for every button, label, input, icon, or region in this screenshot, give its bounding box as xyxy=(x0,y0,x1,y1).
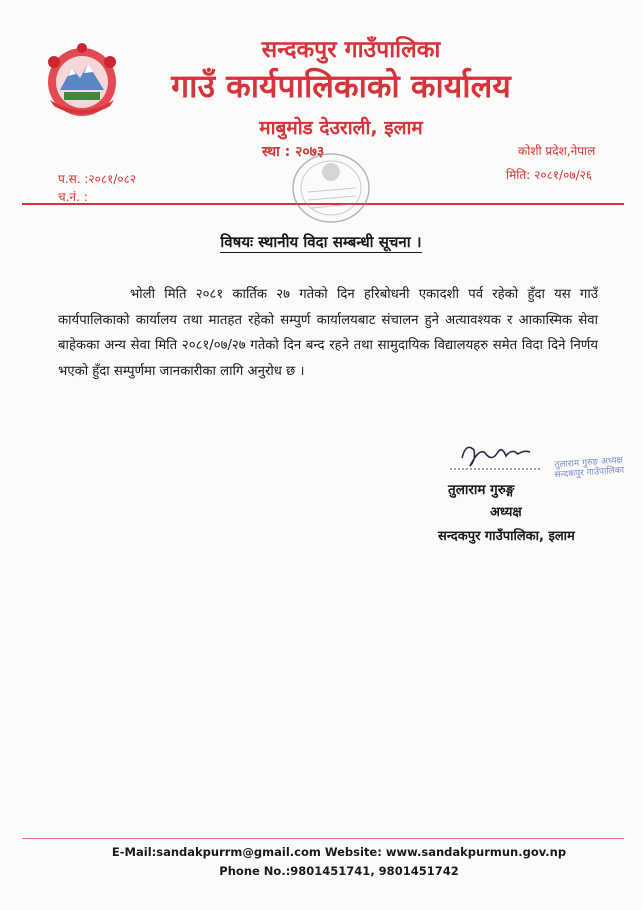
footer-contact: E-Mail:sandakpurrm@gmail.com Website: www.sandakpurmun.gov.np xyxy=(111,845,567,859)
notice-subject: विषयः स्थानीय विदा सम्बन्धी सूचना । xyxy=(220,233,422,251)
notice-body-text: भोली मिति २०८१ कार्तिक २७ गतेको दिन हरिबोधनी एकादशी पर्व रहेको हुँदा यस गाउँ कार्यपालिकाको कार्यालय तथा मातहत रहेको सम्पुर्ण कार्यालयबाट संचालन हुने अत्यावश्यक र आकास्मिक सेवा बाहेकका अन्य सेवा मिति २०८१/०७/२७ गतेको दिन बन्द रहने तथा सामुदायिक विद्यालयहरु समेत विदा दिने निर्णय भएको हुँदा सम्पुर्णमा जानकारीका लागि अनुरोध छ । xyxy=(58,287,598,379)
reference-number: प.स. :२०८१/०८२ xyxy=(58,172,137,186)
office-name: गाउँ कार्यपालिकाको कार्यालय xyxy=(171,67,511,105)
office-address: माबुमोड देउराली, इलाम xyxy=(259,117,423,139)
footer-phone: Phone No.:9801451741, 9801451742 xyxy=(219,864,459,878)
province-label: कोशी प्रदेश,नेपाल xyxy=(518,144,596,158)
signatory-name: तुलाराम गुरुङ्ग xyxy=(448,482,515,498)
signatory-organization: सन्दकपुर गाउँपालिका, इलाम xyxy=(438,529,575,544)
office-seal-stamp xyxy=(286,148,376,228)
dispatch-number: च.नं. : xyxy=(58,190,88,204)
signatory-seal: तुलाराम गुरुङ अध्यक्ष सन्दकपुर गाउँपालिका xyxy=(553,455,625,481)
notice-body xyxy=(58,282,598,384)
municipality-name: सन्दकपुर गाउँपालिका xyxy=(261,37,441,63)
signatory-title: अध्यक्ष xyxy=(490,505,522,520)
established-year: स्था : २०७३ xyxy=(262,144,325,160)
letter-date: मिति: २०८१/०७/२६ xyxy=(506,168,593,182)
footer-divider xyxy=(22,838,624,839)
